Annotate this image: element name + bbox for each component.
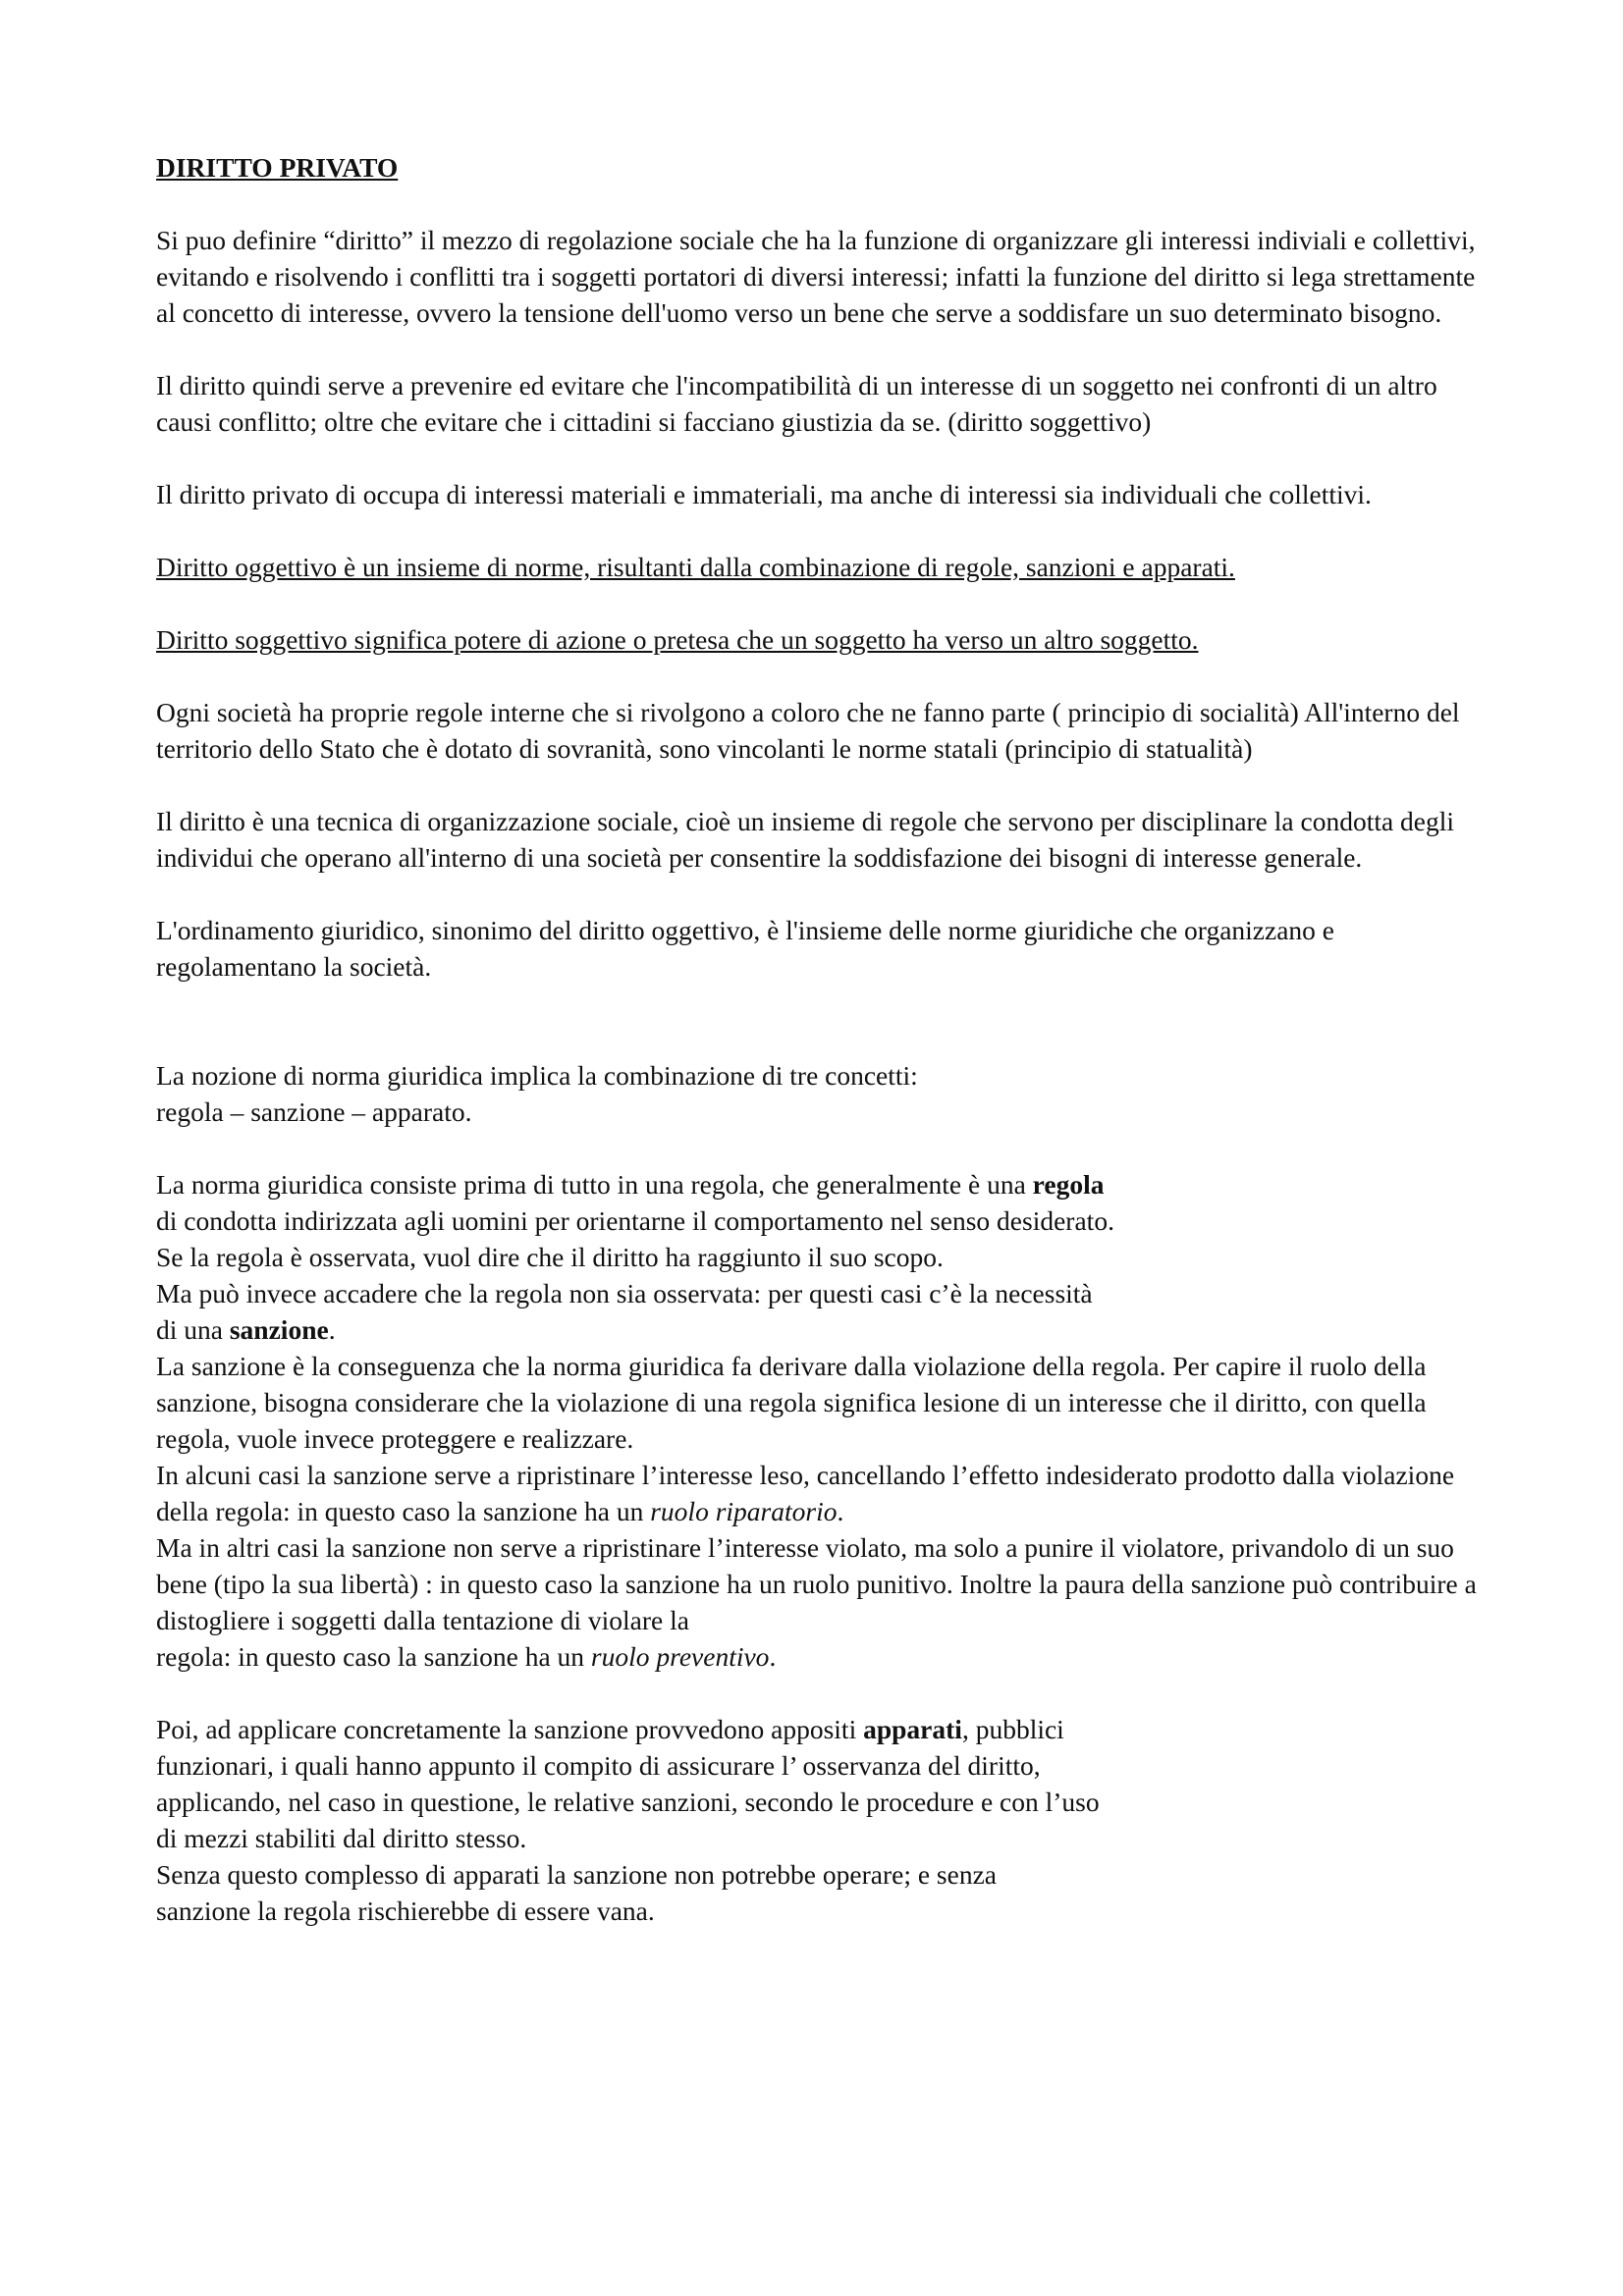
apparatus-line-4: di mezzi stabiliti dal diritto stesso.	[156, 1823, 527, 1853]
paragraph-private-law: Il diritto privato di occupa di interessi materiali e immateriali, ma anche di interessi sia individuali che collettivi.	[156, 479, 1372, 509]
apparatus-line-5: Senza questo complesso di apparati la sanzione non potrebbe operare; e senza	[156, 1859, 997, 1890]
paragraph-norm-notion	[156, 1057, 1511, 1130]
term-sanzione: sanzione	[229, 1314, 329, 1345]
norm-notion-line-1: La nozione di norma giuridica implica la combinazione di tre concetti:	[156, 1060, 918, 1091]
rule-line-1: La norma giuridica consiste prima di tutto in una regola, che generalmente è una regola	[156, 1169, 1105, 1200]
sanction-definition: La sanzione è la conseguenza che la norma giuridica fa derivare dalla violazione della regola. Per capire il ruolo della sanzione, bisogna considerare che la violazione di una regola significa lesione di un interesse che il diritto, con quella regola, vuole invece proteggere e realizzare.	[156, 1351, 1427, 1454]
apparatus-line-1: Poi, ad applicare concretamente la sanzione provvedono appositi apparati, pubblici	[156, 1714, 1064, 1744]
term-apparati: apparati	[863, 1714, 962, 1744]
paragraph-subjective-law: Diritto soggettivo significa potere di azione o pretesa che un soggetto ha verso un altro soggetto.	[156, 624, 1199, 655]
paragraph-organization-technique: Il diritto è una tecnica di organizzazione sociale, cioè un insieme di regole che servono per disciplinare la condotta degli individui che operano all'interno di una società per consentire la soddisfazione dei bisogni di interesse generale.	[156, 806, 1455, 873]
rule-line-3: Se la regola è osservata, vuol dire che il diritto ha raggiunto il suo scopo.	[156, 1242, 944, 1272]
document-title: DIRITTO PRIVATO	[156, 152, 399, 183]
norm-notion-line-2: regola – sanzione – apparato.	[156, 1096, 472, 1127]
sanction-repair: In alcuni casi la sanzione serve a ripristinare l’interesse leso, cancellando l’effetto indesiderato prodotto dalla violazione della regola: in questo caso la sanzione ha un ruolo riparatorio.	[156, 1460, 1455, 1526]
paragraph-apparatus	[156, 1711, 1511, 1929]
document-page	[156, 149, 1511, 1929]
paragraph-legal-order: L'ordinamento giuridico, sinonimo del diritto oggettivo, è l'insieme delle norme giuridiche che organizzano e regolamentano la società.	[156, 915, 1334, 982]
paragraph-objective-law: Diritto oggettivo è un insieme di norme, risultanti dalla combinazione di regole, sanzioni e apparati.	[156, 552, 1235, 582]
term-ruolo-preventivo: ruolo preventivo	[590, 1641, 770, 1672]
rule-line-4: Ma può invece accadere che la regola non sia osservata: per questi casi c’è la necessità	[156, 1278, 1093, 1308]
paragraph-society-rules: Ogni società ha proprie regole interne che si rivolgono a coloro che ne fanno parte ( principio di socialità) All'interno del territorio dello Stato che è dotato di sovranità, sono vincolanti le norme statali (principio di statualità)	[156, 697, 1460, 764]
paragraph-rule-sanction	[156, 1166, 1511, 1675]
term-regola: regola	[1032, 1169, 1105, 1200]
sanction-punitive: Ma in altri casi la sanzione non serve a ripristinare l’interesse violato, ma solo a punire il violatore, privandolo di un suo bene (tipo la sua libertà) : in questo caso la sanzione ha un ruolo punitivo. Inoltre la paura della sanzione può contribuire a distogliere i soggetti dalla tentazione di violare la	[156, 1532, 1477, 1635]
rule-line-5: di una sanzione.	[156, 1314, 336, 1345]
rule-line-2: di condotta indirizzata agli uomini per orientarne il comportamento nel senso desiderato.	[156, 1205, 1114, 1236]
term-ruolo-riparatorio: ruolo riparatorio	[650, 1496, 838, 1526]
sanction-preventive: regola: in questo caso la sanzione ha un ruolo preventivo.	[156, 1641, 777, 1672]
apparatus-line-2: funzionari, i quali hanno appunto il compito di assicurare l’ osservanza del diritto,	[156, 1750, 1041, 1781]
apparatus-line-6: sanzione la regola rischierebbe di essere vana.	[156, 1896, 655, 1926]
apparatus-line-3: applicando, nel caso in questione, le relative sanzioni, secondo le procedure e con l’uso	[156, 1787, 1100, 1817]
paragraph-definition: Si puo definire “diritto” il mezzo di regolazione sociale che ha la funzione di organizzare gli interessi indiviali e collettivi, evitando e risolvendo i conflitti tra i soggetti portatori di diversi interessi; infatti la funzione del diritto si lega strettamente al concetto di interesse, ovvero la tensione dell'uomo verso un bene che serve a soddisfare un suo determinato bisogno.	[156, 225, 1476, 328]
paragraph-purpose: Il diritto quindi serve a prevenire ed evitare che l'incompatibilità di un interesse di un soggetto nei confronti di un altro causi conflitto; oltre che evitare che i cittadini si facciano giustizia da se. (diritto soggettivo)	[156, 370, 1437, 437]
